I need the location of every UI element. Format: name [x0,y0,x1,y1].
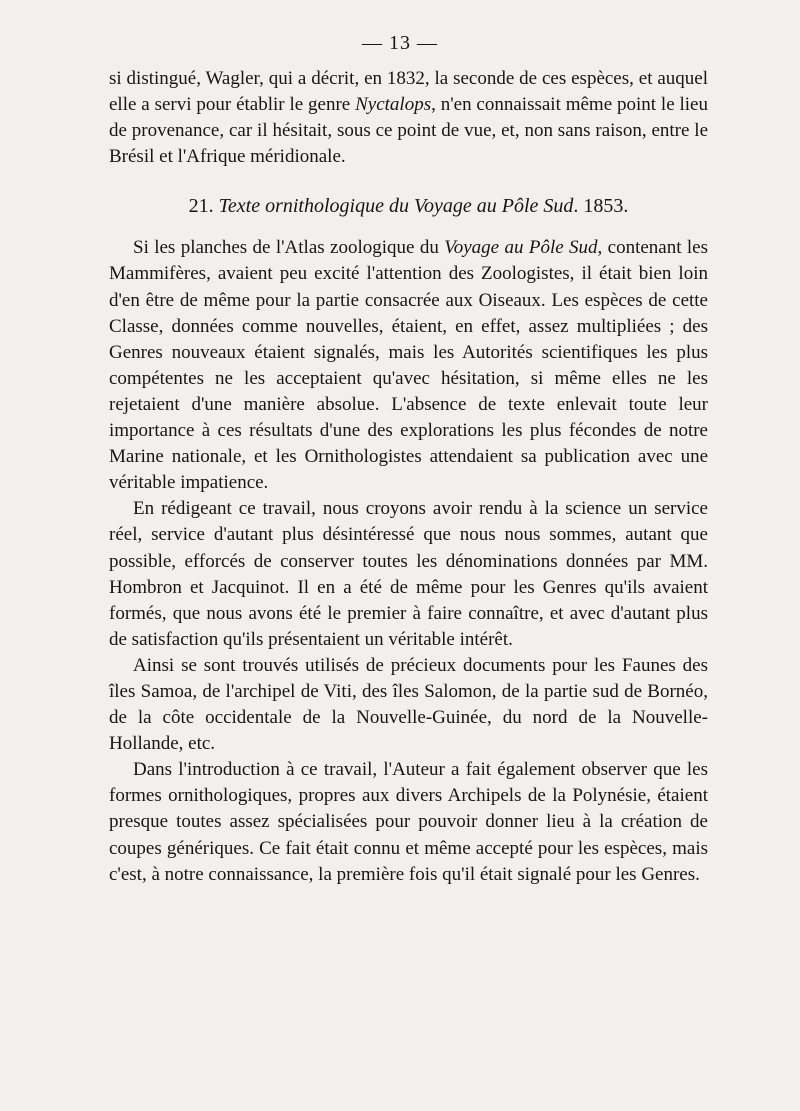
paragraph-faunes: Ainsi se sont trouvés utilisés de précieux documents pour les Faunes des îles Samoa, de l'archipel de Viti, des îles Salomon, de la partie sud de Bornéo, de la côte occidentale de la Nouvelle-Guinée, du nord de la Nouvelle-Hollande, etc. [109,654,708,755]
intro-text-part1: si distingué, Wagler, qui a décrit, en 1832, la seconde de ces espèces, et auquel elle a servi pour établir le genre [109,68,708,116]
voyage-title: Voyage au Pôle Sud [444,237,598,259]
section-year: . 1853. [573,195,629,218]
paragraph-atlas [109,235,708,496]
section-title: Texte ornithologique du Voyage au Pôle Sud [218,195,574,218]
paragraph-atlas-part1: Si les planches de l'Atlas zoologique du [133,237,445,259]
intro-text-part2: , n'en connaissait même point le lieu de provenance, car il hésitait, sous ce point de vue, et, non sans raison, entre le Brésil et l'Afrique méridionale. [109,94,708,168]
paragraph-atlas-part2: , contenant les Mammifères, avaient peu excité l'attention des Zoologistes, il était bien loin d'en être de même pour la partie consacrée aux Oiseaux. Les espèces de cette Classe, données comme nouvelles, étaient, en effet, assez multipliées ; des Genres nouveaux étaient signalés, mais les Autorités scientifiques les plus compétentes ne les acceptaient qu'avec hésitation, si même elles ne les rejetaient d'une manière absolue. L'absence de texte enlevait toute leur importance à ces résultats d'une des explorations les plus fécondes de notre Marine nationale, et les Ornithologistes attendaient sa publication avec une véritable impatience. [109,237,708,494]
intro-paragraph [109,66,708,170]
genus-name: Nyctalops [355,94,432,116]
paragraph-redaction: En rédigeant ce travail, nous croyons avoir rendu à la science un service réel, service d'autant plus désintéressé que nous nous sommes, autant que possible, efforcés de conserver toutes les dénominations données par MM. Hombron et Jacquinot. Il en a été de même pour les Genres qu'ils avaient formés, que nous avons été le premier à faire connaître, et avec d'autant plus de satisfaction qu'ils présentaient un véritable intérêt. [109,498,708,650]
paragraph-introduction: Dans l'introduction à ce travail, l'Auteur a fait également observer que les formes ornithologiques, propres aux divers Archipels de la Polynésie, étaient presque toutes assez spécialisées pour pouvoir donner lieu à la création de coupes génériques. Ce fait était connu et même accepté pour les espèces, mais c'est, à notre connaissance, la première fois qu'il était signalé pour les Genres. [109,759,708,885]
page-number: — 13 — [362,32,438,54]
section-number: 21. [188,195,214,218]
text-block [109,66,708,888]
section-heading [109,193,708,219]
